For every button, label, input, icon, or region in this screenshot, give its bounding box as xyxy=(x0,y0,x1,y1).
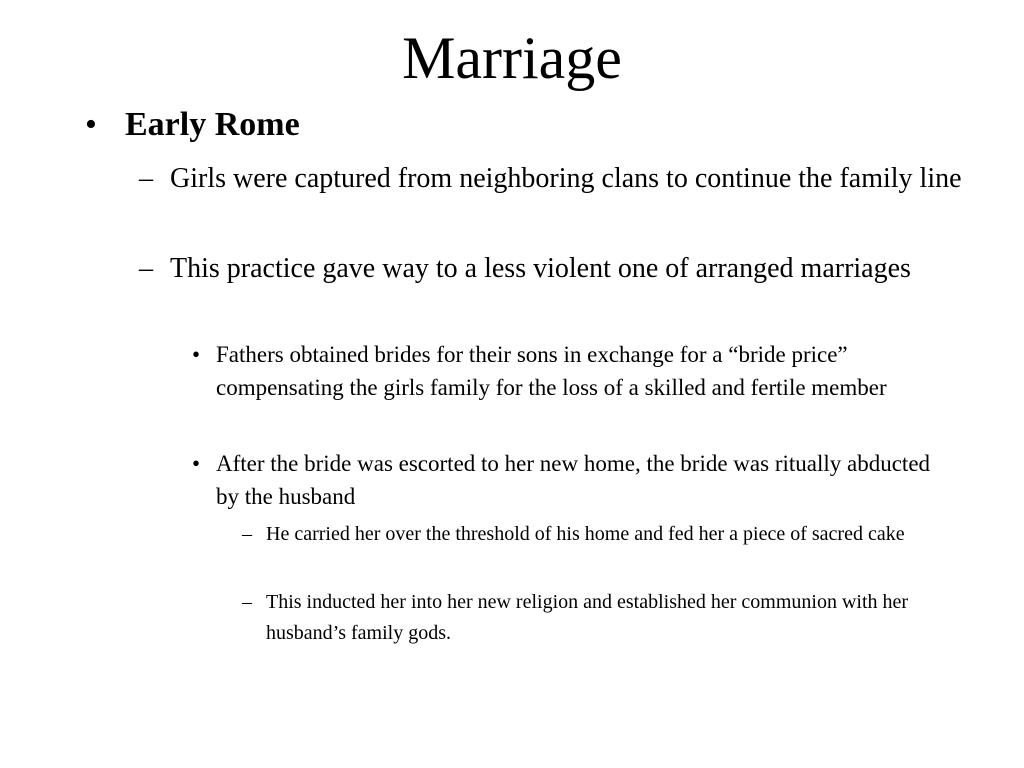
subpoint-ritual-abduction xyxy=(192,447,936,513)
subpoint-text: After the bride was escorted to her new home, the bride was ritually abducted by the husband xyxy=(216,451,931,509)
subpoint-text: Fathers obtained brides for their sons in exchange for a “bride price” compensating the girls family for the loss of a skilled and fertile member xyxy=(216,342,887,400)
subpoint-bride-price xyxy=(192,338,936,404)
detail-text: This inducted her into her new religion and established her communion with her husband’s family gods. xyxy=(266,591,909,644)
dash-marker: – xyxy=(242,523,252,545)
bullet-marker: • xyxy=(192,451,201,476)
bullet-text: Early Rome xyxy=(125,106,300,143)
dash-marker: – xyxy=(242,591,252,613)
point-text: This practice gave way to a less violent one of arranged marriages xyxy=(170,253,911,284)
detail-religion xyxy=(242,587,946,649)
bullet-early-rome xyxy=(85,104,985,146)
bullet-marker: • xyxy=(85,106,97,143)
point-text: Girls were captured from neighboring clans to continue the family line xyxy=(170,163,962,194)
point-captured-girls xyxy=(139,159,970,199)
detail-text: He carried her over the threshold of his home and fed her a piece of sacred cake xyxy=(266,523,905,545)
bullet-marker: • xyxy=(192,342,201,367)
detail-threshold xyxy=(242,519,946,550)
slide-title: Marriage xyxy=(402,25,622,91)
dash-marker: – xyxy=(139,163,153,194)
point-arranged-marriages xyxy=(139,249,970,289)
dash-marker: – xyxy=(139,253,153,284)
